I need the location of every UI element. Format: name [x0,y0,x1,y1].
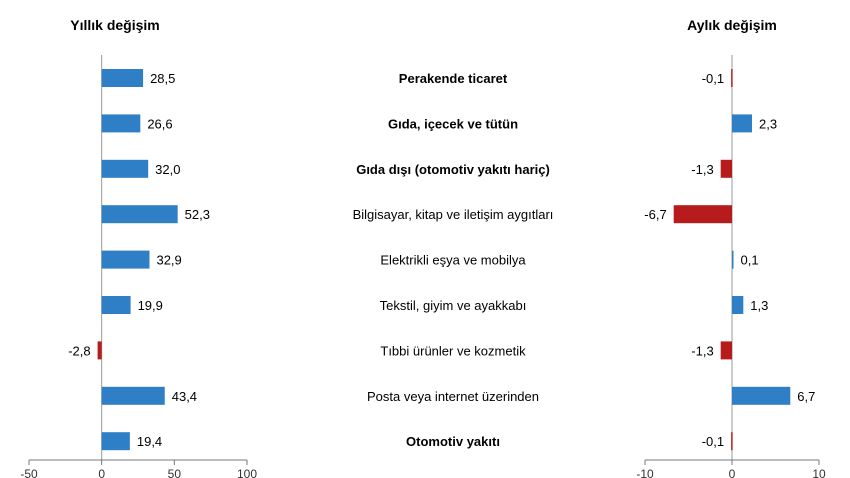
monthly-value-label: -6,7 [644,207,667,223]
monthly-value-label: -1,3 [691,161,714,177]
monthly-bar [732,296,743,314]
annual-bar [98,341,102,359]
monthly-value-label: 1,3 [750,298,769,313]
monthly-bar [721,341,732,359]
monthly-tick-label: 0 [728,467,736,478]
category-labels [353,71,554,449]
monthly-bar [732,251,734,269]
annual-tick-label: 0 [98,467,106,478]
monthly-bar [731,69,733,87]
annual-value-label: -2,8 [68,343,91,359]
annual-value-label: 19,9 [137,298,163,313]
annual-bar [102,114,141,132]
monthly-bar [721,160,732,178]
annual-bar [102,387,165,405]
annual-tick-label: 100 [236,467,258,478]
annual-change-title: Yıllık değişim [70,17,160,33]
monthly-value-label: -1,3 [691,343,714,359]
monthly-value-label: -0,1 [701,71,725,86]
monthly-bar [732,387,790,405]
annual-tick-label: -50 [20,467,38,478]
annual-value-label: 52,3 [184,207,210,223]
monthly-value-label: -0,1 [701,434,725,450]
monthly-tick-label: 10 [812,467,826,478]
category-label: Gıda dışı (otomotiv yakıtı hariç) [356,161,550,177]
annual-value-label: 28,5 [150,71,176,86]
monthly-value-label: 2,3 [759,116,778,132]
annual-value-label: 32,0 [155,161,181,177]
annual-bar [102,160,149,178]
category-label: Tıbbi ürünler ve kozmetik [380,343,526,359]
annual-bar [102,205,178,223]
annual-bar [102,432,130,450]
category-label: Posta veya internet üzerinden [367,388,539,404]
annual-value-label: 43,4 [171,388,198,404]
monthly-value-label: 6,7 [797,388,816,404]
category-label: Otomotiv yakıtı [406,434,500,450]
annual-tick-label: 50 [167,467,182,478]
monthly-change-title: Aylık değişim [687,17,777,33]
monthly-bar [674,205,732,223]
monthly-tick-label: -10 [636,467,654,478]
monthly-bar [731,432,733,450]
category-label: Bilgisayar, kitap ve iletişim aygıtları [352,207,554,223]
monthly-bar [732,114,752,132]
annual-bar [102,296,131,314]
annual-change-panel [20,55,257,478]
annual-bar [102,69,143,87]
annual-value-label: 19,4 [136,434,163,450]
annual-value-label: 32,9 [156,252,182,268]
category-label: Elektrikli eşya ve mobilya [380,252,526,268]
category-label: Gıda, içecek ve tütün [387,116,519,132]
annual-bar [102,251,150,269]
category-label: Perakende ticaret [398,71,508,86]
monthly-change-panel [636,55,826,478]
monthly-value-label: 0,1 [740,252,759,268]
annual-value-label: 26,6 [147,116,173,132]
category-label: Tekstil, giyim ve ayakkabı [379,298,527,313]
